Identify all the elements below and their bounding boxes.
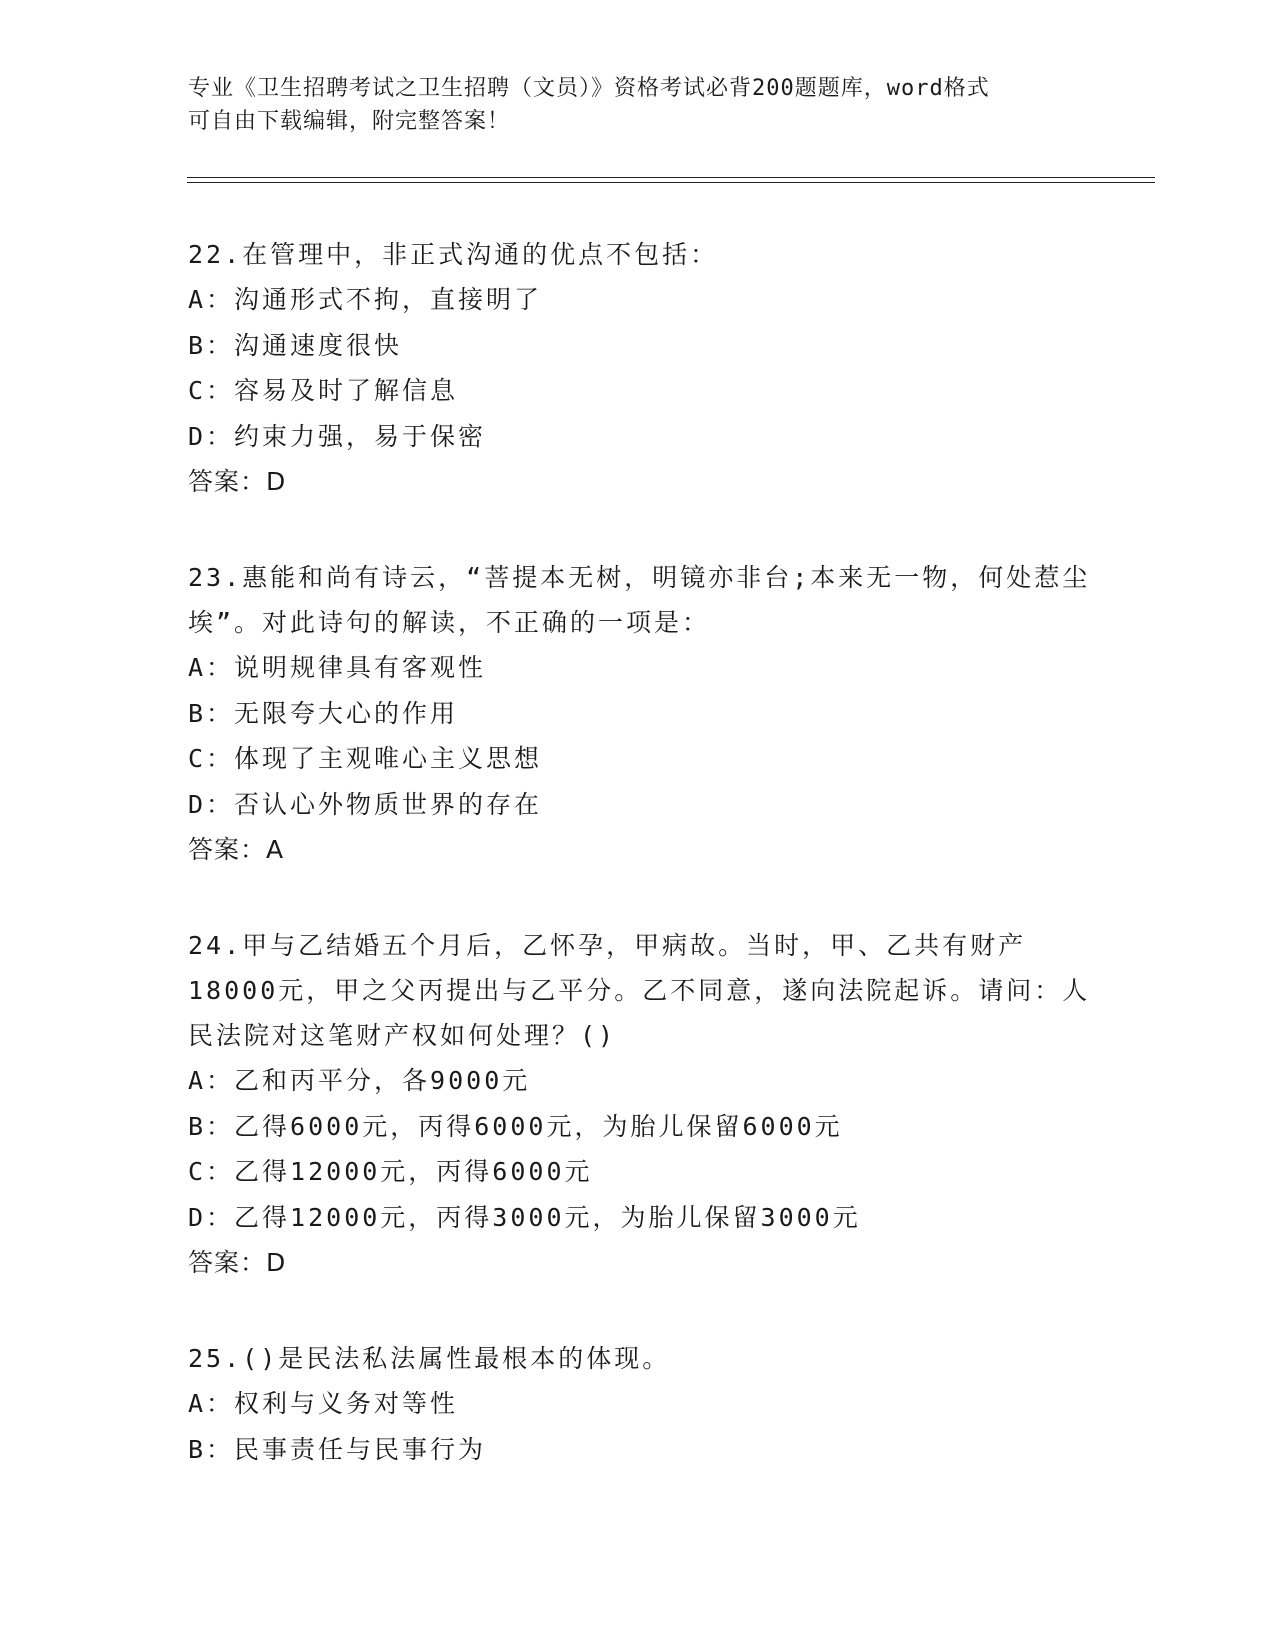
option-a: A：沟通形式不拘，直接明了 [188, 285, 543, 314]
header-divider-bottom [187, 182, 1155, 183]
option-c: C：体现了主观唯心主义思想 [188, 744, 543, 773]
answer: 答案：D [188, 467, 287, 496]
answer: 答案：A [188, 835, 285, 864]
header-divider-top [187, 177, 1155, 178]
question-24 [188, 923, 1108, 1286]
question-list [188, 232, 1108, 1522]
question-23 [188, 555, 1108, 873]
question-text: 22.在管理中，非正式沟通的优点不包括： [188, 240, 719, 269]
option-c: C：容易及时了解信息 [188, 376, 459, 405]
option-d: D：约束力强，易于保密 [188, 421, 487, 451]
question-22 [188, 232, 1108, 505]
option-c: C：乙得12000元，丙得6000元 [188, 1157, 593, 1186]
answer: 答案：D [188, 1248, 287, 1277]
option-a: A：权利与义务对等性 [188, 1389, 459, 1418]
option-b: B：无限夸大心的作用 [188, 698, 459, 728]
option-b: B：民事责任与民事行为 [188, 1434, 487, 1464]
header-line-2: 可自由下载编辑，附完整答案！ [188, 109, 511, 134]
question-text: 24.甲与乙结婚五个月后，乙怀孕，甲病故。当时，甲、乙共有财产18000元，甲之父丙提出与乙平分。乙不同意，遂向法院起诉。请问：人民法院对这笔财产权如何处理？() [188, 931, 1091, 1050]
option-a: A：说明规律具有客观性 [188, 653, 487, 682]
question-text: 25.()是民法私法属性最根本的体现。 [188, 1344, 671, 1373]
question-25 [188, 1336, 1108, 1472]
header-line-1: 专业《卫生招聘考试之卫生招聘（文员）》资格考试必背200题题库，word格式 [188, 76, 990, 101]
option-b: B：乙得6000元，丙得6000元，为胎儿保留6000元 [188, 1111, 843, 1141]
option-b: B：沟通速度很快 [188, 330, 403, 360]
option-a: A：乙和丙平分，各9000元 [188, 1066, 531, 1095]
option-d: D：乙得12000元，丙得3000元，为胎儿保留3000元 [188, 1202, 861, 1232]
question-text: 23.惠能和尚有诗云，“菩提本无树，明镜亦非台;本来无一物，何处惹尘埃”。对此诗句的解读，不正确的一项是： [188, 563, 1091, 637]
document-header [188, 72, 1088, 138]
option-d: D：否认心外物质世界的存在 [188, 789, 543, 819]
